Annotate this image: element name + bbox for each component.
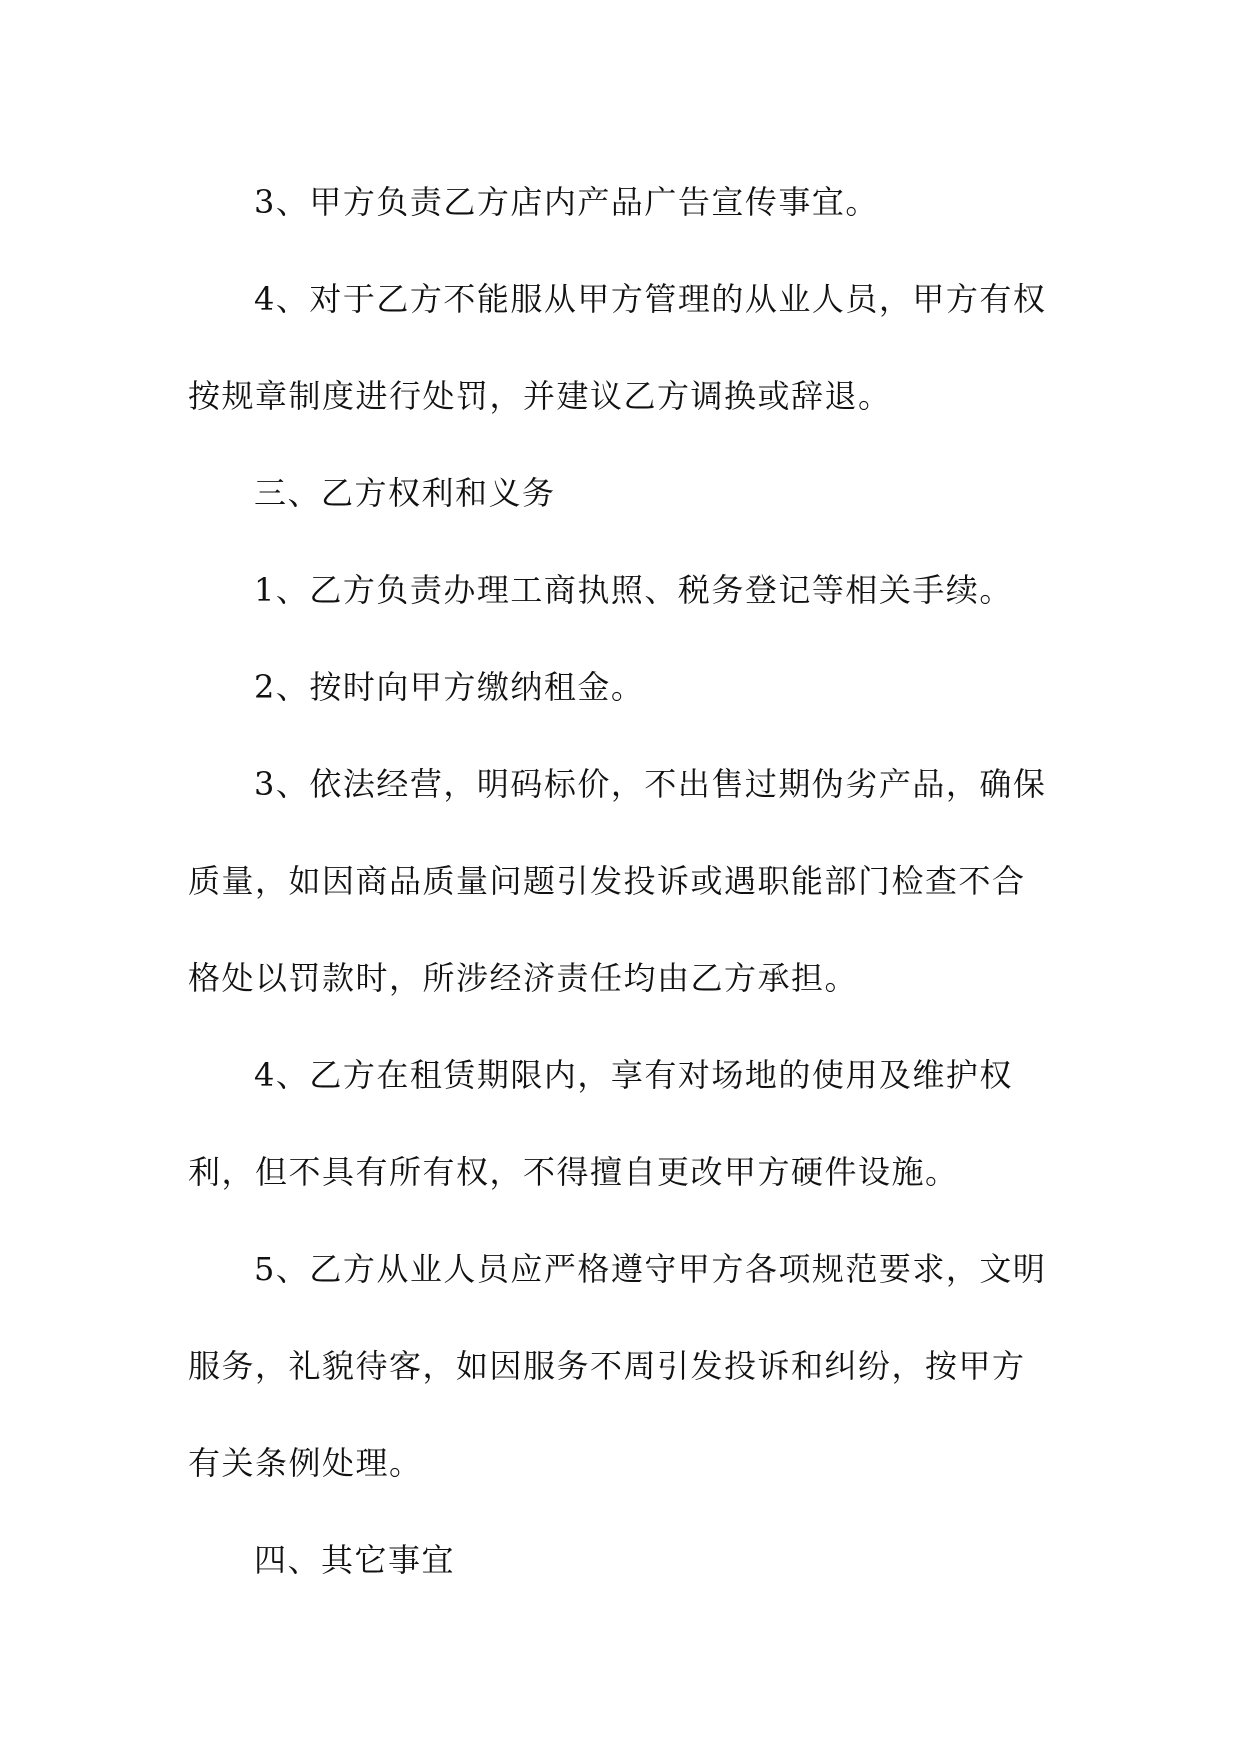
clause-a4-line-2: 按规章制度进行处罚，并建议乙方调换或辞退。	[188, 377, 892, 415]
clause-b5-line-1: 5、乙方从业人员应严格遵守甲方各项规范要求，文明	[254, 1250, 1047, 1288]
clause-b4-line-2: 利，但不具有所有权，不得擅自更改甲方硬件设施。	[188, 1153, 959, 1191]
clause-a4-line-1: 4、对于乙方不能服从甲方管理的从业人员，甲方有权	[254, 280, 1047, 318]
clause-b5-line-2: 服务，礼貌待客，如因服务不周引发投诉和纠纷，按甲方	[188, 1347, 1026, 1385]
section-heading-3: 三、乙方权利和义务	[254, 474, 556, 512]
clause-b4-line-1: 4、乙方在租赁期限内，享有对场地的使用及维护权	[254, 1056, 1013, 1094]
clause-b2-line-1: 2、按时向甲方缴纳租金。	[254, 668, 645, 706]
clause-a3-line-1: 3、甲方负责乙方店内产品广告宣传事宜。	[254, 183, 879, 221]
clause-b3-line-1: 3、依法经营，明码标价，不出售过期伪劣产品，确保	[254, 765, 1047, 803]
clause-b3-line-3: 格处以罚款时，所涉经济责任均由乙方承担。	[188, 959, 859, 997]
clause-b1-line-1: 1、乙方负责办理工商执照、税务登记等相关手续。	[254, 571, 1013, 609]
clause-b5-line-3: 有关条例处理。	[188, 1444, 423, 1482]
section-heading-4: 四、其它事宜	[254, 1541, 456, 1579]
clause-b3-line-2: 质量，如因商品质量问题引发投诉或遇职能部门检查不合	[188, 862, 1026, 900]
